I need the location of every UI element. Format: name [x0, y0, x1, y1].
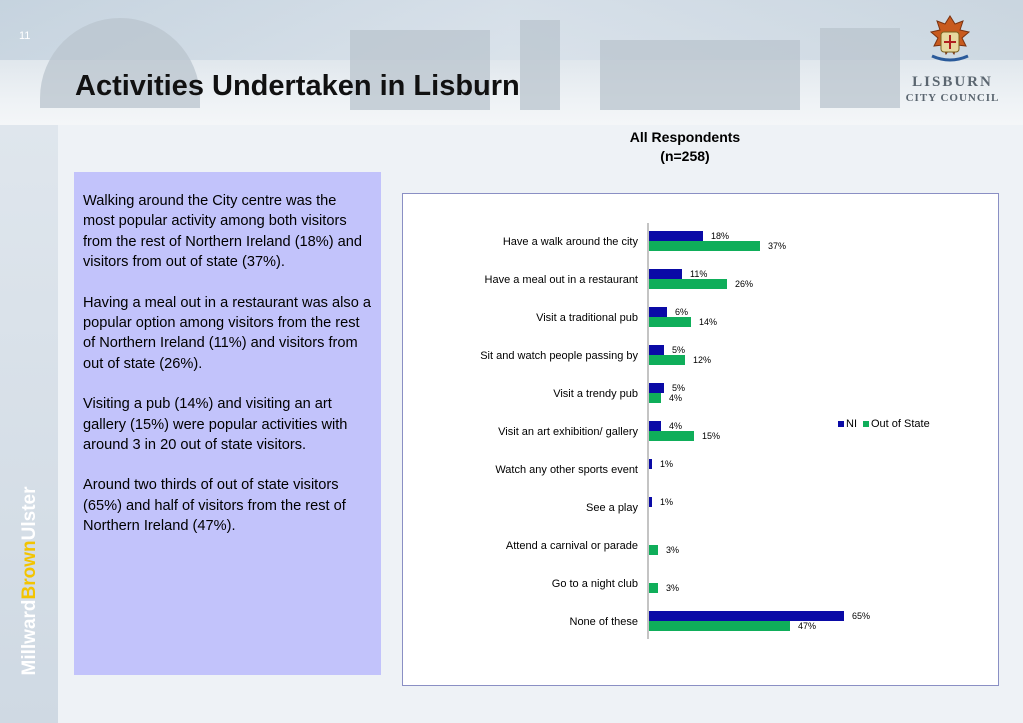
bar-out-of-state [649, 317, 691, 327]
logo-line-1: LISBURN [912, 74, 993, 90]
category-label: Attend a carnival or parade [505, 540, 638, 552]
council-logo [905, 74, 1000, 106]
data-label: 47% [798, 621, 817, 631]
data-label: 4% [669, 421, 683, 431]
bar-ni [649, 269, 682, 279]
bar-ni [649, 611, 844, 621]
bar-ni [649, 421, 661, 431]
legend-label: NI [846, 418, 857, 430]
data-label: 14% [699, 317, 718, 327]
data-label: 4% [669, 393, 683, 403]
logo-line-2: CITY COUNCIL [905, 92, 1000, 104]
commentary-paragraph: Having a meal out in a restaurant was also a popular option among visitors from the rest of Northern Ireland (11%) and visitors from out of state (26%). [83, 294, 371, 372]
chart-header-line-1: All Respondents [629, 129, 741, 145]
legend-label: Out of State [871, 418, 930, 430]
category-label: Visit a trendy pub [553, 388, 638, 400]
category-label: Visit an art exhibition/ gallery [498, 426, 638, 438]
chart-header [600, 128, 770, 166]
bar-out-of-state [649, 279, 727, 289]
category-label: Watch any other sports event [495, 464, 638, 476]
brand-part-2: Brown [19, 540, 40, 600]
bar-chart [403, 194, 998, 685]
brand-part-1: Millward [19, 599, 40, 676]
bar-out-of-state [649, 621, 790, 631]
data-label: 12% [693, 355, 712, 365]
data-label: 11% [690, 269, 708, 279]
data-label: 15% [702, 431, 721, 441]
data-label: 3% [666, 545, 680, 555]
legend-swatch [863, 421, 869, 427]
category-label: Have a meal out in a restaurant [484, 274, 638, 286]
bar-ni [649, 459, 652, 469]
bar-out-of-state [649, 545, 658, 555]
bar-ni [649, 497, 652, 507]
data-label: 5% [672, 383, 686, 393]
data-label: 6% [675, 307, 689, 317]
millward-brown-logo [19, 451, 41, 711]
chart-frame [402, 193, 999, 686]
category-label: None of these [569, 616, 638, 628]
bar-out-of-state [649, 431, 694, 441]
commentary-paragraph: Around two thirds of out of state visitors (65%) and half of visitors from the rest of Northern Ireland (47%). [83, 477, 346, 535]
bar-out-of-state [649, 393, 661, 403]
legend-swatch [838, 421, 844, 427]
data-label: 3% [666, 583, 680, 593]
bar-out-of-state [649, 355, 685, 365]
bar-out-of-state [649, 241, 760, 251]
data-label: 1% [660, 459, 674, 469]
commentary-panel [74, 172, 381, 675]
data-label: 37% [768, 241, 787, 251]
chart-header-line-2: (n=258) [660, 148, 710, 164]
category-label: Visit a traditional pub [536, 312, 638, 324]
bar-ni [649, 383, 664, 393]
slide-number: 11 [19, 30, 31, 42]
crest-icon [922, 12, 978, 68]
data-label: 18% [711, 231, 730, 241]
category-label: Have a walk around the city [502, 236, 638, 248]
data-label: 1% [660, 497, 674, 507]
commentary-paragraph: Walking around the City centre was the most popular activity among both visitors from the rest of Northern Ireland (18%) and visitors from out of state (37%). [83, 193, 363, 271]
bar-ni [649, 231, 703, 241]
header-banner [0, 0, 1023, 125]
building-silhouette [600, 40, 800, 110]
bar-ni [649, 307, 667, 317]
data-label: 65% [852, 611, 871, 621]
data-label: 5% [672, 345, 686, 355]
category-label: See a play [586, 502, 638, 514]
commentary-paragraph: Visiting a pub (14%) and visiting an art gallery (15%) were popular activities with around 3 in 20 out of state visitors. [83, 396, 348, 454]
building-silhouette [820, 28, 900, 108]
category-label: Go to a night club [551, 578, 638, 590]
bar-ni [649, 345, 664, 355]
bar-out-of-state [649, 583, 658, 593]
brand-part-3: Ulster [19, 486, 40, 541]
data-label: 26% [735, 279, 754, 289]
category-label: Sit and watch people passing by [480, 350, 638, 362]
building-silhouette [520, 20, 560, 110]
page-title: Activities Undertaken in Lisburn [75, 70, 520, 102]
